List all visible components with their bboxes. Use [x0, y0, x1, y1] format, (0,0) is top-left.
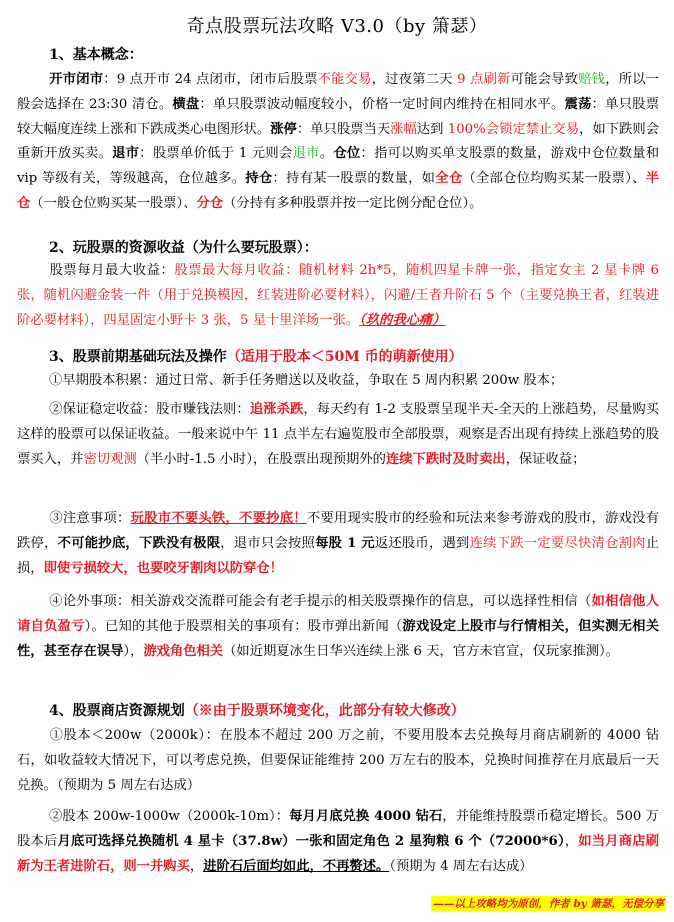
author-comment: （玖的我心痛） — [359, 312, 446, 328]
section-2-paragraph: 股票每月最大收益：股票最大每月收益：随机材料 2h*5，随机四星卡牌一张，指定女主 2 星卡牌 6 张，随机闪避金装一件（用于兑换模因，红装进阶必要材料），闪避/王者升阶石 5 个（主要兑换王者，红装进阶必要材料），四星固定小野卡 3 张，5 星十里洋场一张。（玖的我心痛） — [17, 263, 659, 328]
section-1-heading: 1、基本概念： — [49, 47, 143, 63]
section-3-item-1: ①早期股本积累：通过日常、新手任务赠送以及收益，争取在 5 周内积累 200w 股本； — [49, 373, 564, 388]
term-market-open-close: 开市闭市 — [49, 72, 104, 87]
section-3-item-2: ②保证稳定收益：股市赚钱法则：追涨杀跌，每天约有 1-2 支股票呈现半天-全天的上涨趋势，尽量购买这样的股票可以保证收益。一般来说中午 11 点半左右遍览股市全部股票，观察是否出现有持续上涨趋势的股票买入，并密切观测（半小时-1.5 小时），在股票出现预期外的连续下跌时及时卖出，保证收益； — [17, 402, 660, 467]
section-3-heading-note: （适用于股本＜50M 币的萌新使用） — [226, 349, 463, 365]
term-oscillation: 震荡 — [564, 96, 592, 112]
section-3-item-3: ③注意事项：玩股市不要头铁，不要抄底！不要用现实股市的经验和玩法来参考游戏的股市，游戏没有跌停，不可能抄底，下跌没有极限，退市只会按照每股 1 元返还股币，遇到连续下跌一定要尽快清仓割肉止损，即使亏损较大，也要咬牙割肉以防穿仓！ — [17, 511, 660, 576]
term-position: 仓位 — [333, 146, 361, 162]
footer-credit: ——以上攻略均为原创，作者 by 箫瑟，无偿分享 — [433, 898, 664, 910]
document-title: 奇点股票玩法攻略 V3.0（by 箫瑟） — [186, 16, 488, 37]
term-limit-up: 涨停 — [270, 121, 297, 137]
section-4-item-2: ②股本 200w-1000w（2000k-10m）：每月月底兑换 4000 钻石，并能维持股票币稳定增长。500 万股本后月底可选择兑换随机 4 星卡（37.8w）一张和固定角色 2 星狗粮 6 个（72000*6），如当月商店刷新为王者进阶石，则一并购买，进阶石后面均如此，不再赘述。（预期为 4 周左右达成） — [17, 809, 660, 874]
section-4-heading: 4、股票商店资源规划（※由于股票环境变化，此部分有较大修改） — [49, 703, 465, 719]
section-4-item-1: ①股本＜200w（2000k）：在股本不超过 200 万之前，不要用股本去兑换每月商店刷新的 4000 钻石，如收益较大情况下，可以考虑兑换，但要保证能维持 200 万左右的股本，兑换时间推荐在月底最后一天兑换。（预期为 5 周左右达成） — [17, 728, 659, 793]
term-sideways: 横盘 — [172, 96, 200, 112]
term-delisting: 退市 — [112, 146, 140, 162]
section-4-heading-note: （※由于股票环境变化，此部分有较大修改） — [184, 703, 465, 719]
section-3-item-4: ④论外事项：相关游戏交流群可能会有老手提示的相关股票操作的信息，可以选择性相信（如相信他人请自负盈亏）。已知的其他于股票相关的事项有：股市弹出新闻（游戏设定上股市与行情相关，但实测无相关性，甚至存在误导），游戏角色相关（如近期夏冰生日华兴连续上涨 6 天，官方未官宣，仅玩家推测）。 — [17, 594, 660, 659]
section-2-heading: 2、玩股票的资源收益（为什么要玩股票）： — [49, 240, 318, 256]
term-holding: 持仓 — [245, 171, 273, 187]
section-1-paragraph: 开市闭市：9 点开市 24 点闭市，闭市后股票不能交易，过夜第二天 9 点刷新可能会导致赔钱，所以一般会选择在 23:30 清仓。横盘：单只股票波动幅度较小，价格一定时间内维持在相同水平。震荡：单只股票较大幅度连续上涨和下跌成类心电图形状。涨停：单只股票当天涨幅达到 100%会锁定禁止交易，如下跌则会重新开放买卖。退市：股票单价低于 1 元则会退市。仓位：指可以购买单支股票的数量，游戏中仓位数量和 vip 等级有关，等级越高，仓位越多。持仓：持有某一股票的数量，如全仓（全部仓位均购买某一股票）、半仓（一般仓位购买某一股票）、分仓（分持有多种股票并按一定比例分配仓位）。 — [17, 72, 660, 211]
section-3-heading: 3、股票前期基础玩法及操作（适用于股本＜50M 币的萌新使用） — [49, 349, 463, 365]
